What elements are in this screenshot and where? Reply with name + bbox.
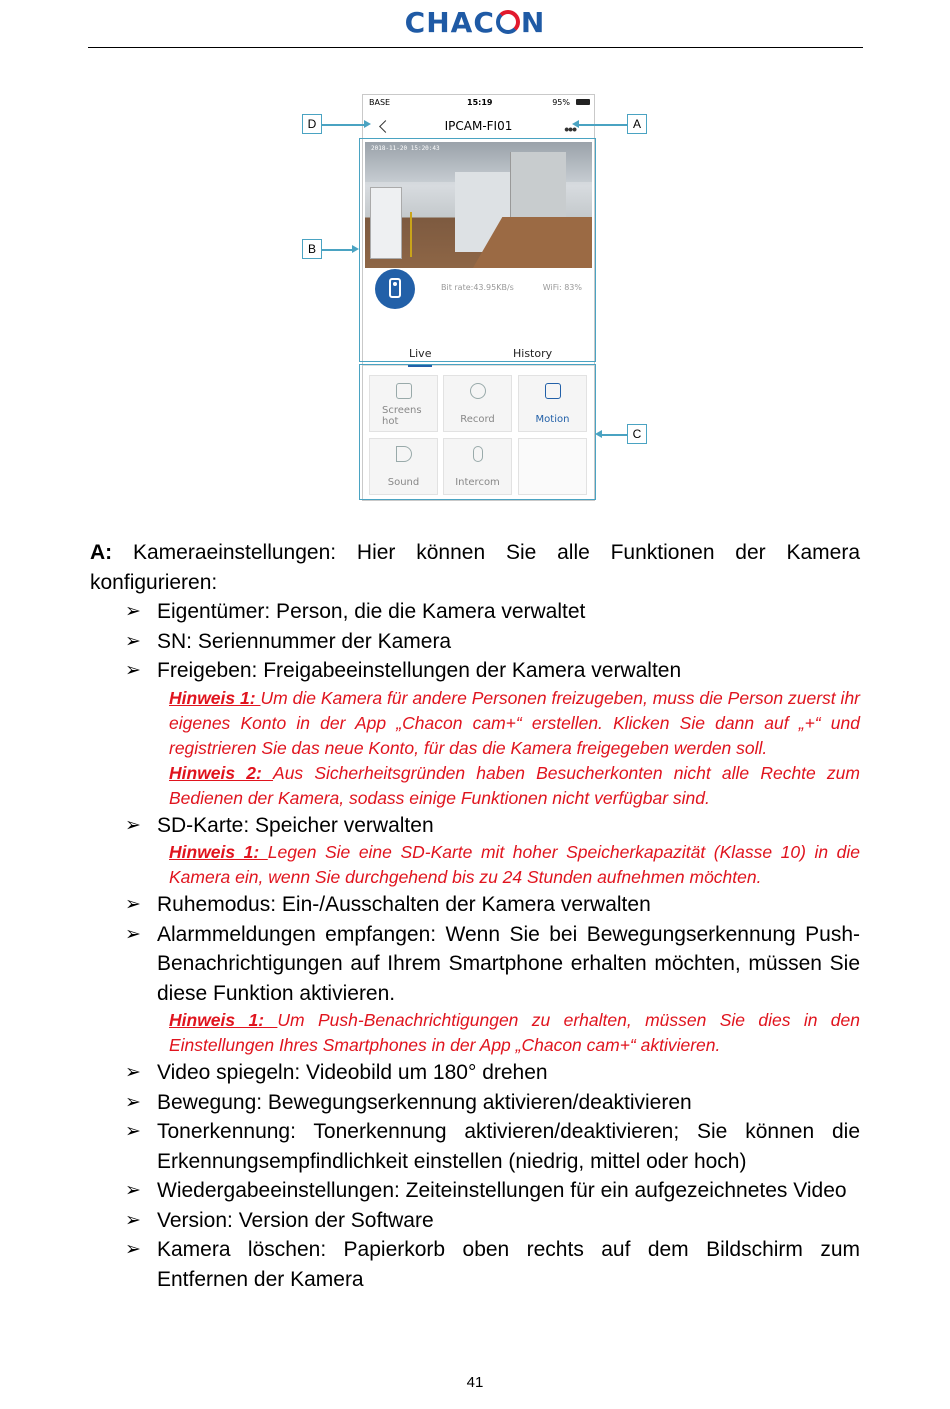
record-label: Record xyxy=(460,414,495,425)
motion-label: Motion xyxy=(535,414,570,425)
list-item-owner: ➢ Eigentümer: Person, die die Kamera verwaltet xyxy=(90,597,860,627)
callout-arrow-d xyxy=(364,120,371,128)
settings-list xyxy=(90,597,860,1294)
status-time: 15:19 xyxy=(467,98,493,107)
tab-history[interactable]: History xyxy=(513,347,553,360)
list-item-mirror: ➢ Video spiegeln: Videobild um 180° drehen xyxy=(90,1058,860,1088)
callout-box-c xyxy=(359,364,596,500)
callout-line-d xyxy=(322,124,364,126)
nav-bar xyxy=(363,111,594,141)
header-divider xyxy=(88,47,863,48)
screenshot-label: Screens hot xyxy=(382,405,422,427)
tab-live[interactable]: Live xyxy=(409,347,432,360)
list-item-alarm: ➢ Alarmmeldungen empfangen: Wenn Sie bei Bewegungserkennung Push-Benachrichtigungen auf Ihrem Smartphone erhalten möchten, müssen Sie diese Funktion aktivieren. xyxy=(90,920,860,1009)
logo-power-icon xyxy=(496,10,520,34)
list-item-sd-card: ➢ SD-Karte: Speicher verwalten xyxy=(90,811,860,841)
note-alarm: Hinweis 1: Um Push-Benachrichtigungen zu erhalten, müssen Sie dies in den Einstellungen Ihres Smartphones in der App „Chacon cam+“ aktivieren. xyxy=(169,1010,860,1055)
intro-label: A: xyxy=(90,541,113,564)
list-item-motion: ➢ Bewegung: Bewegungserkennung aktivieren/deaktivieren xyxy=(90,1088,860,1118)
logo-text-start: CHAC xyxy=(404,6,495,39)
bitrate-readout: Bit rate:43.95KB/s xyxy=(441,283,514,292)
callout-label-d: D xyxy=(302,114,322,134)
camera-title: IPCAM-FI01 xyxy=(444,119,513,133)
list-item-share: ➢ Freigeben: Freigabeeinstellungen der Kamera verwalten xyxy=(90,656,860,686)
list-item-sound-detection: ➢ Tonerkennung: Tonerkennung aktivieren/deaktivieren; Sie können die Erkennungsempfindlichkeit einstellen (niedrig, mittel oder hoch) xyxy=(90,1117,860,1176)
callout-arrow-b xyxy=(352,245,359,253)
app-screenshot-figure xyxy=(296,88,656,508)
intro-paragraph xyxy=(90,538,860,597)
battery-icon xyxy=(576,99,590,105)
video-timestamp: 2018-11-20 15:20:43 xyxy=(371,145,440,152)
page-number: 41 xyxy=(466,1374,484,1391)
intercom-label: Intercom xyxy=(455,477,500,488)
list-item-version: ➢ Version: Version der Software xyxy=(90,1206,860,1236)
callout-box-b xyxy=(359,138,596,362)
more-options-icon[interactable]: ••• xyxy=(564,121,576,137)
callout-line-a xyxy=(579,124,627,126)
logo-text-end: N xyxy=(520,6,546,39)
note-share-1: Hinweis 1: Um die Kamera für andere Personen freizugeben, muss die Person zuerst ihr eigenes Konto in der App „Chacon cam+“ erstellen. Klicken Sie dann auf „+“ und registrieren Sie das neue Konto, für das die Kamera freigegeben werden soll. xyxy=(169,687,861,758)
note-sd-card: Hinweis 1: Legen Sie eine SD-Karte mit hoher Speicherkapazität (Klasse 10) in die Kamera ein, wenn Sie durchgehend bis zu 24 Stunden aufnehmen möchten. xyxy=(169,842,860,887)
wifi-readout: WiFi: 83% xyxy=(542,283,582,292)
status-carrier: BASE xyxy=(369,98,391,107)
list-item-sleep-mode: ➢ Ruhemodus: Ein-/Ausschalten der Kamera verwalten xyxy=(90,890,860,920)
instructions-text xyxy=(90,538,860,1294)
callout-label-b: B xyxy=(302,239,322,259)
status-battery: 95% xyxy=(552,98,570,107)
callout-arrow-a xyxy=(572,120,579,128)
chacon-logo xyxy=(0,6,950,39)
intro-text: Kameraeinstellungen: Hier können Sie alle Funktionen der Kamera konfigurieren: xyxy=(90,541,860,594)
callout-line-c xyxy=(602,434,627,436)
sound-label: Sound xyxy=(387,477,420,488)
callout-label-a: A xyxy=(627,114,647,134)
callout-arrow-c xyxy=(595,430,602,438)
callout-line-b xyxy=(322,249,354,251)
list-item-playback: ➢ Wiedergabeeinstellungen: Zeiteinstellungen für ein aufgezeichnetes Video xyxy=(90,1176,860,1206)
note-share-2: Hinweis 2: Aus Sicherheitsgründen haben Besucherkonten nicht alle Rechte zum Bedienen der Kamera, sodass einige Funktionen nicht verfügbar sind. xyxy=(169,762,860,808)
list-item-sn: ➢ SN: Seriennummer der Kamera xyxy=(90,627,860,657)
list-item-delete: ➢ Kamera löschen: Papierkorb oben rechts auf dem Bildschirm zum Entfernen der Kamera xyxy=(90,1235,860,1294)
callout-label-c: C xyxy=(627,424,647,444)
status-bar xyxy=(363,95,594,111)
